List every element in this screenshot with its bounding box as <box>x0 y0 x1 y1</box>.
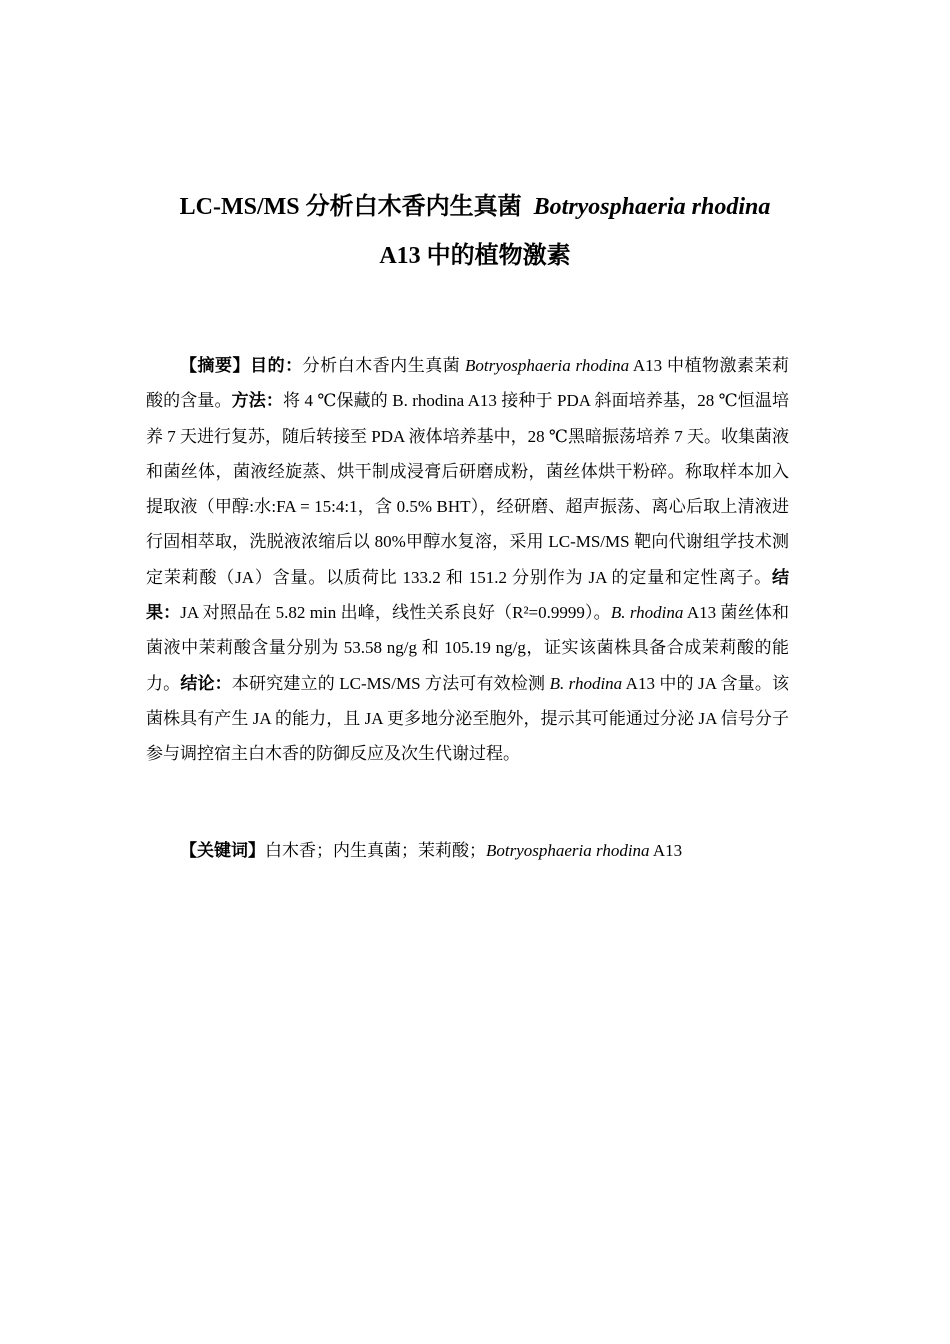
conclusion-text-end: A13 中的 JA 含量。该菌株具有产生 JA 的能力，且 JA 更多地分泌至胞外，提示其可能通过分泌 JA 信号分子参与调控宿主白木香的防御反应及次生代谢过程。 <box>146 673 790 764</box>
keywords-terms: 白木香；内生真菌；茉莉酸； <box>265 841 486 860</box>
paper-title-line-2: A13 中的植物激素 <box>379 243 571 269</box>
conclusion-label: 结论： <box>180 673 232 693</box>
methods-label: 方法： <box>231 391 284 411</box>
results-label: 结果： <box>146 567 789 623</box>
abstract-label: 【摘要】 <box>180 356 251 375</box>
results-species: B. rhodina <box>610 603 684 623</box>
objective-text: 分析白木香内生真菌 <box>302 356 465 375</box>
conclusion-text: 本研究建立的 LC-MS/MS 方法可有效检测 <box>231 673 550 693</box>
title-species-name: Botryosphaeria rhodina <box>533 194 771 220</box>
objective-species: Botryosphaeria rhodina <box>465 356 630 375</box>
objective-label: 目的： <box>250 356 303 375</box>
keywords-label: 【关键词】 <box>180 841 265 860</box>
keywords-line <box>180 833 800 868</box>
results-text: JA 对照品在 5.82 min 出峰，线性关系良好（R²=0.9999）。 <box>180 603 611 623</box>
methods-text: 将 4 ℃保藏的 B. rhodina A13 接种于 PDA 斜面培养基，28 ℃恒温培养 7 天进行复苏，随后转接至 PDA 液体培养基中，28 ℃黑暗振荡培养 7 天。收集菌液和菌丝体，菌液经旋蒸、烘干制成浸膏后研磨成粉，菌丝体烘干粉碎。称取样本加入提取液（甲醇:水:FA = 15:4:1，含 0.5% BHT），经研磨、超声振荡、离心后取上清液进行固相萃取，洗脱液浓缩后以 80%甲醇水复溶，采用 LC-MS/MS 靶向代谢组学技术测定茉莉酸（JA）含量。以质荷比 133.2 和 151.2 分别作为 JA 的定量和定性离子。 <box>146 391 790 587</box>
title-text: LC-MS/MS 分析白木香内生真菌 <box>179 194 522 220</box>
keywords-strain: A13 <box>649 841 683 860</box>
abstract-paragraph <box>146 348 789 772</box>
paper-title-line-1 <box>100 192 850 222</box>
objective-text-end: A13 中植物激素茉莉酸的含量。 <box>146 356 790 411</box>
conclusion-species: B. rhodina <box>549 673 623 693</box>
keywords-species: Botryosphaeria rhodina <box>486 841 650 860</box>
results-text-end: A13 菌丝体和菌液中茉莉酸含量分别为 53.58 ng/g 和 105.19 ng/g，证实该菌株具备合成茉莉酸的能力。 <box>146 603 790 693</box>
